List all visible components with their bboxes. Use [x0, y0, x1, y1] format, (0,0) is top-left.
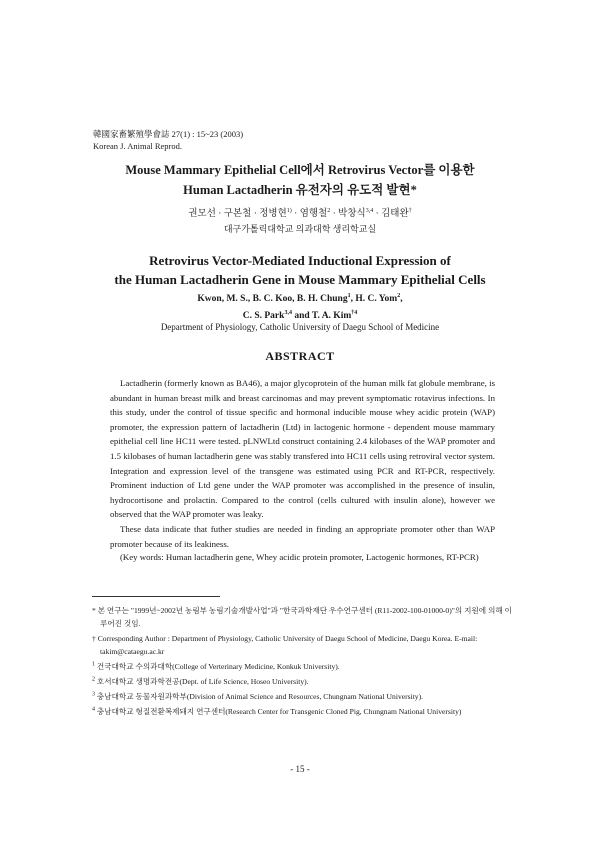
korean-title — [0, 160, 600, 200]
author-sup: 2 — [327, 207, 331, 214]
journal-citation: 韓國家畜繁殖學會誌 27(1) : 15~23 (2003) — [93, 129, 244, 139]
page-number: - 15 - — [290, 764, 310, 774]
english-department: Department of Physiology, Catholic University of Daegu School of Medicine — [160, 322, 440, 332]
abstract-body — [110, 376, 495, 551]
author-ko: 김태완 — [381, 209, 409, 219]
author-sup: † — [408, 207, 412, 214]
author-text: C. S. Park — [242, 311, 285, 321]
author-sep: · — [330, 209, 339, 219]
footnote-text: 충남대학교 형질전환복제돼지 연구센터(Research Center for Transgenic Cloned Pig, Chungnam National University) — [96, 707, 462, 716]
footnote-text: 건국대학교 수의과대학(College of Verterinary Medicine, Konkuk University). — [96, 662, 340, 671]
author-ko: 정병현 — [259, 209, 287, 219]
english-title-line1: Retrovirus Vector-Mediated Inductional Expression of — [149, 253, 451, 268]
english-authors-line1 — [0, 291, 600, 308]
author-sep: · — [251, 209, 260, 219]
author-text: , — [400, 294, 403, 304]
author-text: , H. C. Yom — [350, 294, 398, 304]
korean-authors — [0, 205, 600, 219]
english-title-line2: the Human Lactadherin Gene in Mouse Mammary Epithelial Cells — [114, 272, 486, 287]
footnote-mark: * — [92, 606, 96, 615]
footnote-text: 본 연구는 "1999년~2002년 농림부 농림기술개발사업"과 "한국과학재단 우수연구센터 (R11-2002-100-01000-0)"의 지원에 의해 이루어진 것임. — [97, 606, 512, 628]
footnote-affiliation-4 — [92, 705, 512, 718]
footnote-corresponding — [92, 632, 512, 658]
korean-title-line1: Mouse Mammary Epithelial Cell에서 Retrovirus Vector를 이용한 — [125, 163, 475, 177]
korean-affiliation: 대구가톨릭대학교 의과대학 생리학교실 — [223, 224, 377, 234]
author-sup: 3,4 — [284, 309, 292, 316]
footnote-text: 충남대학교 동물자원과학부(Division of Animal Science and Resources, Chungnam National University). — [96, 692, 424, 701]
author-sup: 1 — [347, 292, 351, 299]
abstract-paragraph-2: These data indicate that futher studies are needed in finding an appropriate promoter other than WAP promoter because of its leakiness. — [110, 523, 495, 549]
footnote-funding — [92, 604, 512, 630]
author-sep: · — [291, 209, 300, 219]
journal-name: Korean J. Animal Reprod. — [93, 141, 182, 151]
footnote-text: 호서대학교 생명과학전공(Dept. of Life Science, Hoseo University). — [96, 677, 309, 686]
author-sep: · — [215, 209, 224, 219]
footnote-affiliation-1 — [92, 660, 512, 673]
author-text: Kwon, M. S., B. C. Koo, B. H. Chung — [197, 294, 348, 304]
english-authors — [0, 291, 600, 325]
footnote-mark: 2 — [92, 676, 95, 683]
footnote-affiliation-3 — [92, 690, 512, 703]
journal-header — [93, 128, 243, 152]
author-sep: · — [373, 209, 382, 219]
footnotes — [92, 604, 512, 720]
author-sup: †4 — [351, 309, 358, 316]
footnote-text: Corresponding Author : Department of Physiology, Catholic University of Daegu School of Medicine, Daegu Korea. E-mail: takim@cataegu.ac.kr — [97, 634, 478, 656]
author-text: and T. A. Kim — [291, 311, 352, 321]
author-sup: 2 — [397, 292, 401, 299]
footnote-rule — [92, 596, 220, 597]
author-sup: 3,4 — [365, 207, 374, 214]
footnote-mark: † — [92, 634, 96, 643]
abstract-paragraph-1: Lactadherin (formerly known as BA46), a major glycoprotein of the human milk fat globule membrane, is abundant in human breast milk and breast carcinomas and may prevent symptomatic rotavirus infections. In this study, under the control of tissue specific and hormonal inducible mouse whey acidic protein (WAP) promoter, the expression pattern of lactadherin (Ltd) in lactogenic hormone - dependent mouse mammary epithelial cell line HC11 were tested. pLNWLtd construct containing 2.4 kilobases of the WAP promoter and 1.5 kilobases of human lactadherin gene was stably transfered into HC11 cells using retroviral vector system. Integration and expression level of the transgene was estimated using PCR and RT-PCR, respectively. Prominent induction of Ltd gene under the WAP promoter was accomplished in the presence of insulin, hydrocortisone and prolactin. Compared to the control (cells cultured with insulin alone), however we observed that the WAP promoter was leaky. — [110, 378, 495, 520]
author-sup: 1) — [286, 207, 292, 214]
english-title — [0, 251, 600, 289]
author-ko: 염행철 — [299, 209, 328, 219]
footnote-affiliation-2 — [92, 675, 512, 688]
author-ko: 권모선 — [188, 209, 216, 219]
author-ko: 박창식 — [338, 209, 366, 219]
korean-title-line2: Human Lactadherin 유전자의 유도적 발현* — [183, 183, 417, 197]
author-ko: 구본철 — [223, 209, 252, 219]
footnote-mark: 4 — [92, 706, 95, 713]
abstract-heading: ABSTRACT — [265, 349, 335, 363]
keywords: (Key words: Human lactadherin gene, Whey acidic protein promoter, Lactogenic hormones, RT-PCR) — [120, 552, 479, 562]
footnote-mark: 1 — [92, 661, 95, 668]
footnote-mark: 3 — [92, 691, 95, 698]
